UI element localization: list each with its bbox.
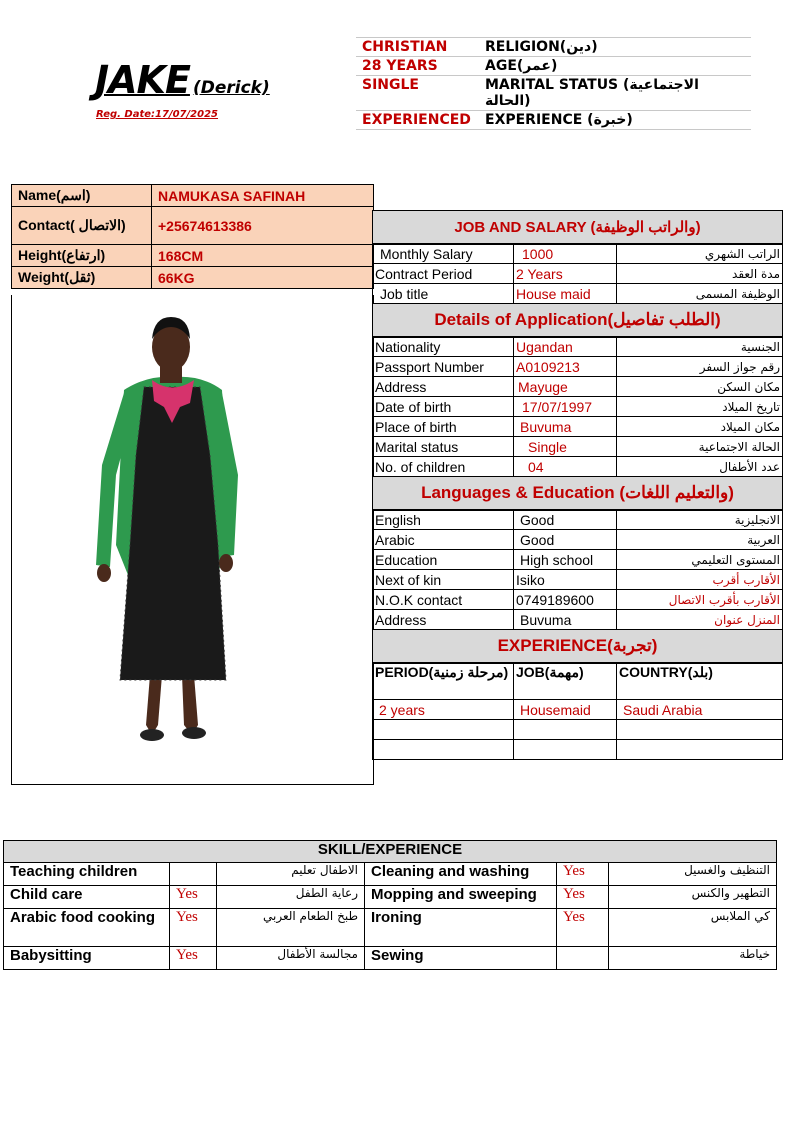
row-arabic: الأقارب بأقرب الاتصال bbox=[617, 590, 783, 610]
empty-cell bbox=[514, 740, 617, 760]
empty-cell bbox=[514, 720, 617, 740]
experience-period: 2 years bbox=[373, 700, 514, 720]
skills-title: SKILL/EXPERIENCE bbox=[4, 841, 777, 863]
experience-row bbox=[373, 740, 783, 760]
skill-yes: Yes bbox=[557, 863, 609, 886]
personal-row bbox=[12, 207, 374, 245]
contact-value: +25674613386 bbox=[152, 207, 374, 245]
job-row bbox=[373, 284, 783, 304]
skill-name: Babysitting bbox=[4, 947, 170, 970]
section-header bbox=[373, 211, 783, 244]
religion-label: RELIGION(دين) bbox=[479, 38, 751, 57]
row-label: Date of birth bbox=[373, 397, 514, 417]
skill-arabic: كي الملابس bbox=[609, 909, 777, 947]
skill-yes bbox=[170, 863, 217, 886]
empty-cell bbox=[373, 720, 514, 740]
experience-label: EXPERIENCE (خبرة) bbox=[479, 111, 751, 130]
skills-row bbox=[4, 886, 777, 909]
skill-yes: Yes bbox=[170, 909, 217, 947]
row-value: 2 Years bbox=[514, 264, 617, 284]
details-table bbox=[372, 210, 783, 760]
languages-title: Languages & Education (والتعليم اللغات) bbox=[373, 477, 783, 510]
row-arabic: عدد الأطفال bbox=[617, 457, 783, 477]
row-value: High school bbox=[514, 550, 617, 570]
application-row bbox=[373, 457, 783, 477]
skill-name: Sewing bbox=[365, 947, 557, 970]
experience-job: Housemaid bbox=[514, 700, 617, 720]
row-label: N.O.K contact bbox=[373, 590, 514, 610]
summary-table bbox=[356, 37, 751, 130]
row-value: Good bbox=[514, 510, 617, 530]
row-value: 0749189600 bbox=[514, 590, 617, 610]
row-arabic: الراتب الشهري bbox=[617, 244, 783, 264]
personal-info-table bbox=[11, 184, 374, 289]
row-value: 17/07/1997 bbox=[514, 397, 617, 417]
experience-value: EXPERIENCED bbox=[356, 111, 479, 130]
name-label: Name(اسم) bbox=[12, 185, 152, 207]
weight-value: 66KG bbox=[152, 267, 374, 289]
summary-row bbox=[356, 76, 751, 111]
skill-yes: Yes bbox=[557, 909, 609, 947]
contact-label: Contact( الاتصال) bbox=[12, 207, 152, 245]
agency-logo bbox=[95, 58, 270, 102]
row-label: Arabic bbox=[373, 530, 514, 550]
skill-name: Cleaning and washing bbox=[365, 863, 557, 886]
row-label: Place of birth bbox=[373, 417, 514, 437]
age-value: 28 YEARS bbox=[356, 57, 479, 76]
row-label: English bbox=[373, 510, 514, 530]
section-header bbox=[373, 477, 783, 510]
experience-country: Saudi Arabia bbox=[617, 700, 783, 720]
row-label: Next of kin bbox=[373, 570, 514, 590]
weight-label: Weight(ثقل) bbox=[12, 267, 152, 289]
row-value: Isiko bbox=[514, 570, 617, 590]
row-arabic: مكان الميلاد bbox=[617, 417, 783, 437]
skill-yes bbox=[557, 947, 609, 970]
logo-name: JAKE bbox=[95, 58, 190, 102]
skill-name: Mopping and sweeping bbox=[365, 886, 557, 909]
experience-header-row bbox=[373, 663, 783, 700]
height-label: Height(ارتفاع) bbox=[12, 245, 152, 267]
row-value: Good bbox=[514, 530, 617, 550]
experience-row bbox=[373, 700, 783, 720]
language-row bbox=[373, 570, 783, 590]
skill-arabic: طبخ الطعام العربي bbox=[217, 909, 365, 947]
application-title: Details of Application(الطلب تفاصيل) bbox=[373, 304, 783, 337]
job-header: JOB(مهمة) bbox=[514, 663, 617, 700]
row-arabic: المنزل عنوان bbox=[617, 610, 783, 630]
empty-cell bbox=[617, 720, 783, 740]
language-row bbox=[373, 550, 783, 570]
job-row bbox=[373, 264, 783, 284]
row-value: A0109213 bbox=[514, 357, 617, 377]
logo-agency: (Derick) bbox=[192, 78, 270, 98]
personal-row bbox=[12, 267, 374, 289]
skill-yes: Yes bbox=[557, 886, 609, 909]
row-label: Address bbox=[373, 377, 514, 397]
personal-row bbox=[12, 245, 374, 267]
skill-arabic: مجالسة الأطفال bbox=[217, 947, 365, 970]
skills-row bbox=[4, 947, 777, 970]
skill-arabic: التطهير والكنس bbox=[609, 886, 777, 909]
marital-label: MARITAL STATUS (الاجتماعية الحالة) bbox=[479, 76, 751, 111]
row-value: Buvuma bbox=[514, 610, 617, 630]
row-arabic: تاريخ الميلاد bbox=[617, 397, 783, 417]
row-arabic: الجنسية bbox=[617, 337, 783, 357]
candidate-photo-frame bbox=[11, 295, 374, 785]
row-label: Monthly Salary bbox=[373, 244, 514, 264]
job-salary-title: JOB AND SALARY (والراتب الوظيفة) bbox=[373, 211, 783, 244]
name-value: NAMUKASA SAFINAH bbox=[152, 185, 374, 207]
experience-row bbox=[373, 720, 783, 740]
row-value: Ugandan bbox=[514, 337, 617, 357]
marital-value: SINGLE bbox=[356, 76, 479, 111]
row-label: Nationality bbox=[373, 337, 514, 357]
summary-row bbox=[356, 111, 751, 130]
language-row bbox=[373, 510, 783, 530]
skill-name: Child care bbox=[4, 886, 170, 909]
skill-yes: Yes bbox=[170, 947, 217, 970]
application-row bbox=[373, 357, 783, 377]
skills-row bbox=[4, 863, 777, 886]
row-arabic: الحالة الاجتماعية bbox=[617, 437, 783, 457]
row-value: Buvuma bbox=[514, 417, 617, 437]
row-arabic: المستوى التعليمي bbox=[617, 550, 783, 570]
row-value: Single bbox=[514, 437, 617, 457]
row-value: 1000 bbox=[514, 244, 617, 264]
empty-cell bbox=[617, 740, 783, 760]
skills-title-row bbox=[4, 841, 777, 863]
row-label: Education bbox=[373, 550, 514, 570]
application-row bbox=[373, 417, 783, 437]
row-label: Passport Number bbox=[373, 357, 514, 377]
job-row bbox=[373, 244, 783, 264]
row-label: No. of children bbox=[373, 457, 514, 477]
empty-cell bbox=[373, 740, 514, 760]
row-arabic: العربية bbox=[617, 530, 783, 550]
row-label: Address bbox=[373, 610, 514, 630]
personal-row bbox=[12, 185, 374, 207]
row-value: House maid bbox=[514, 284, 617, 304]
candidate-photo bbox=[12, 295, 373, 785]
row-arabic: رقم جواز السفر bbox=[617, 357, 783, 377]
row-value: Mayuge bbox=[514, 377, 617, 397]
language-row bbox=[373, 610, 783, 630]
row-label: Marital status bbox=[373, 437, 514, 457]
row-label: Job title bbox=[373, 284, 514, 304]
age-label: AGE(عمر) bbox=[479, 57, 751, 76]
skill-arabic: التنظيف والغسيل bbox=[609, 863, 777, 886]
row-arabic: الوظيفة المسمى bbox=[617, 284, 783, 304]
skill-yes: Yes bbox=[170, 886, 217, 909]
application-row bbox=[373, 437, 783, 457]
country-header: COUNTRY(بلد) bbox=[617, 663, 783, 700]
row-arabic: مدة العقد bbox=[617, 264, 783, 284]
skill-arabic: خياطة bbox=[609, 947, 777, 970]
skill-name: Ironing bbox=[365, 909, 557, 947]
skill-arabic: رعاية الطفل bbox=[217, 886, 365, 909]
row-label: Contract Period bbox=[373, 264, 514, 284]
period-header: PERIOD(مرحلة زمنية) bbox=[373, 663, 514, 700]
skill-arabic: الاطفال تعليم bbox=[217, 863, 365, 886]
language-row bbox=[373, 590, 783, 610]
summary-row bbox=[356, 38, 751, 57]
religion-value: CHRISTIAN bbox=[356, 38, 479, 57]
row-arabic: الانجليزية bbox=[617, 510, 783, 530]
language-row bbox=[373, 530, 783, 550]
skill-name: Teaching children bbox=[4, 863, 170, 886]
height-value: 168CM bbox=[152, 245, 374, 267]
row-arabic: الأقارب أقرب bbox=[617, 570, 783, 590]
summary-row bbox=[356, 57, 751, 76]
application-row bbox=[373, 377, 783, 397]
registration-date: Reg. Date:17/07/2025 bbox=[96, 109, 219, 120]
application-row bbox=[373, 337, 783, 357]
section-header bbox=[373, 304, 783, 337]
application-row bbox=[373, 397, 783, 417]
experience-title: EXPERIENCE(تجربة) bbox=[373, 630, 783, 663]
row-value: 04 bbox=[514, 457, 617, 477]
row-arabic: مكان السكن bbox=[617, 377, 783, 397]
section-header bbox=[373, 630, 783, 663]
skills-row bbox=[4, 909, 777, 947]
skill-name: Arabic food cooking bbox=[4, 909, 170, 947]
skills-table bbox=[3, 840, 777, 970]
